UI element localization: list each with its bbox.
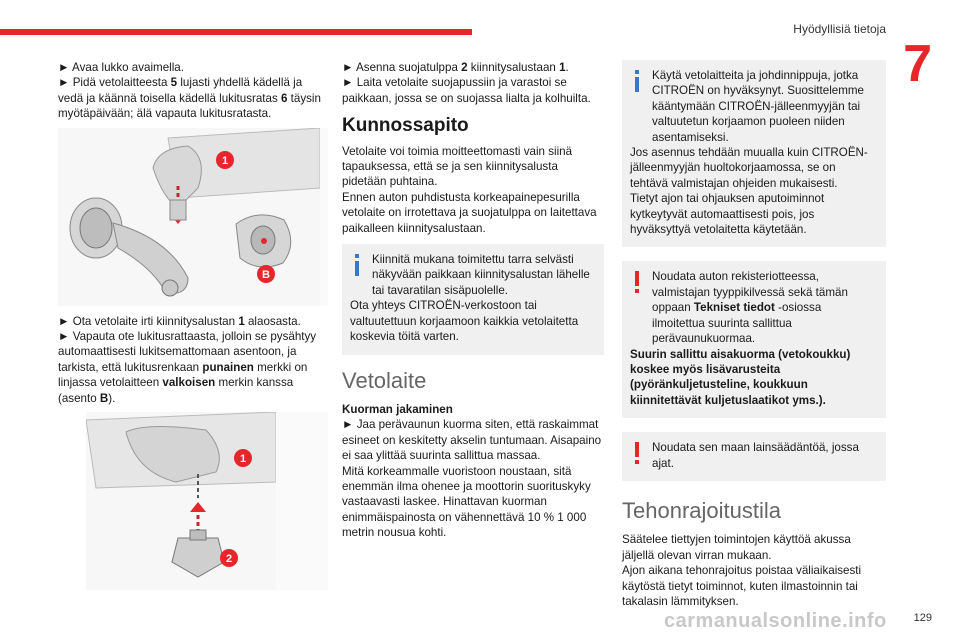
maintenance-text-2: Ennen auton puhdistusta korkeapainepesurilla vetolaite on irrotettava ja suojatulppa on laitettava paikalleen kiinnitysalustaan. — [342, 190, 597, 235]
figure-label-1: 1 — [221, 154, 229, 167]
info-icon — [632, 70, 642, 92]
figure2-label-1: 1 — [239, 453, 247, 466]
info-box-approved — [622, 60, 886, 247]
warning-law-text: Noudata sen maan lainsäädäntöä, jossa ajat. — [652, 441, 859, 470]
info-box-sticker — [342, 244, 604, 354]
warning-icon — [632, 271, 642, 293]
warning-box-law — [622, 432, 886, 481]
page-number: 129 — [913, 612, 932, 624]
figure2-label-2: 2 — [225, 553, 233, 566]
chapter-number: 7 — [903, 35, 932, 93]
info-sticker-text: Kiinnitä mukana toimitettu tarra selvästi näkyvään paikkaan kiinnitysalustan lähelle tai tavaratilan sisäpuolelle. — [372, 253, 590, 297]
load-text-2: Mitä korkeammalle vuoristoon noustaan, sitä enemmän ilma ohenee ja moottorin suorituskyky vastaavasti laskee. Hinattavan kuorman enimmäispainosta on vähennettävä 10 % 1 000 metrin nousua kohti. — [342, 464, 591, 540]
instruction-plug: ► Asenna suojatulppa 2 kiinnitysalustaan 1. — [342, 61, 569, 74]
info-icon — [352, 254, 362, 276]
instruction-store: ► Laita vetolaite suojapussiin ja varastoi se paikkaan, jossa se on suojassa lialta ja kolhuilta. — [342, 76, 591, 105]
column-2 — [342, 60, 604, 541]
warning-hitch-text: Suurin sallittu aisakuorma (vetokoukku) koskee myös lisävarusteita (pyöränkuljetusteline, koukkuun kiinnitettävät kuljetuslaatikot yms.). — [630, 347, 851, 407]
warning-load-text: Noudata auton rekisteriotteessa, valmistajan tyyppikilvessä sekä tämän oppaan Tekniset tiedot -osiossa ilmoitettua suurinta sallittua perävaunukuormaa. — [652, 270, 848, 346]
info-approved-text: Käytä vetolaitteita ja johdinnippuja, jotka CITROËN on hyväksynyt. Suosittelemme kääntymään CITROËN-jälleenmyyjän tai valtuutetun korjaamon puoleen niiden asentamiseksi. — [652, 69, 864, 144]
figure-label-b: B — [262, 268, 270, 281]
figure-plug-install — [86, 412, 328, 590]
instruction-release: ► Vapauta ote lukitusrattaasta, jolloin se pysähtyy automaattisesti lukitsemattomaan asentoon, ja tarkista, että lukitusrenkaan punainen merkki on linjassa vetolaitteen valkoisen merkin kanssa (asento B). — [58, 330, 317, 405]
power-save-text-2: Ajon aikana tehonrajoitus poistaa väliaikaisesti käytöstä tietyt toiminnot, kuten ilmastoinnin tai takalasin lämmityksen. — [622, 564, 862, 608]
column-1 — [58, 60, 328, 598]
instruction-unlock: ► Avaa lukko avaimella. — [58, 61, 184, 74]
heading-towbar: Vetolaite — [342, 367, 427, 393]
power-save-text-1: Säätelee tiettyjen toimintojen käyttöä akussa jäljellä olevan virran mukaan. — [622, 533, 851, 562]
instruction-detach: ► Ota vetolaite irti kiinnitysalustan 1 alaosasta. — [58, 314, 301, 328]
instruction-hold: ► Pidä vetolaitteesta 5 lujasti yhdellä kädellä ja vedä ja käännä toisella kädellä lukitusratas 6 täysin myötäpäivään; älä vapauta lukitusratasta. — [58, 76, 321, 121]
warning-icon — [632, 442, 642, 464]
column-3 — [622, 60, 886, 609]
info-installation-text: Jos asennus tehdään muualla kuin CITROËN-jälleenmyyjän huoltokorjaamossa, se on tehtävä valmistajan ohjeiden mukaisesti. — [630, 146, 868, 190]
watermark: carmanualsonline.info — [664, 610, 887, 632]
info-network-text: Ota yhteys CITROËN-verkostoon tai valtuutettuun korjaamoon kaikkia vetolaitetta koskevia töitä varten. — [350, 299, 579, 344]
info-assist-text: Tietyt ajon tai ohjauksen aputoiminnot kytkeytyvät automaattisesti pois, jos hyväksyttyä vetolaitetta käytetään. — [630, 192, 825, 237]
load-text-1: ► Jaa perävaunun kuorma siten, että raskaimmat esineet on keskitetty akselin tuntumaan. Aisapaino ei saa ylittää suurinta sallittua massaa. — [342, 418, 602, 463]
heading-power-save: Tehonrajoitustila — [622, 497, 781, 523]
figure-towbar-removal — [58, 128, 328, 306]
warning-box-load — [622, 261, 886, 418]
subheading-load: Kuorman jakaminen — [342, 402, 453, 416]
section-title: Hyödyllisiä tietoja — [793, 22, 886, 36]
maintenance-text-1: Vetolaite voi toimia moitteettomasti vain siinä tapauksessa, että se ja sen kiinnitysalusta pidetään puhtaina. — [342, 144, 573, 189]
heading-maintenance: Kunnossapito — [342, 115, 469, 137]
top-accent-bar — [0, 29, 472, 35]
